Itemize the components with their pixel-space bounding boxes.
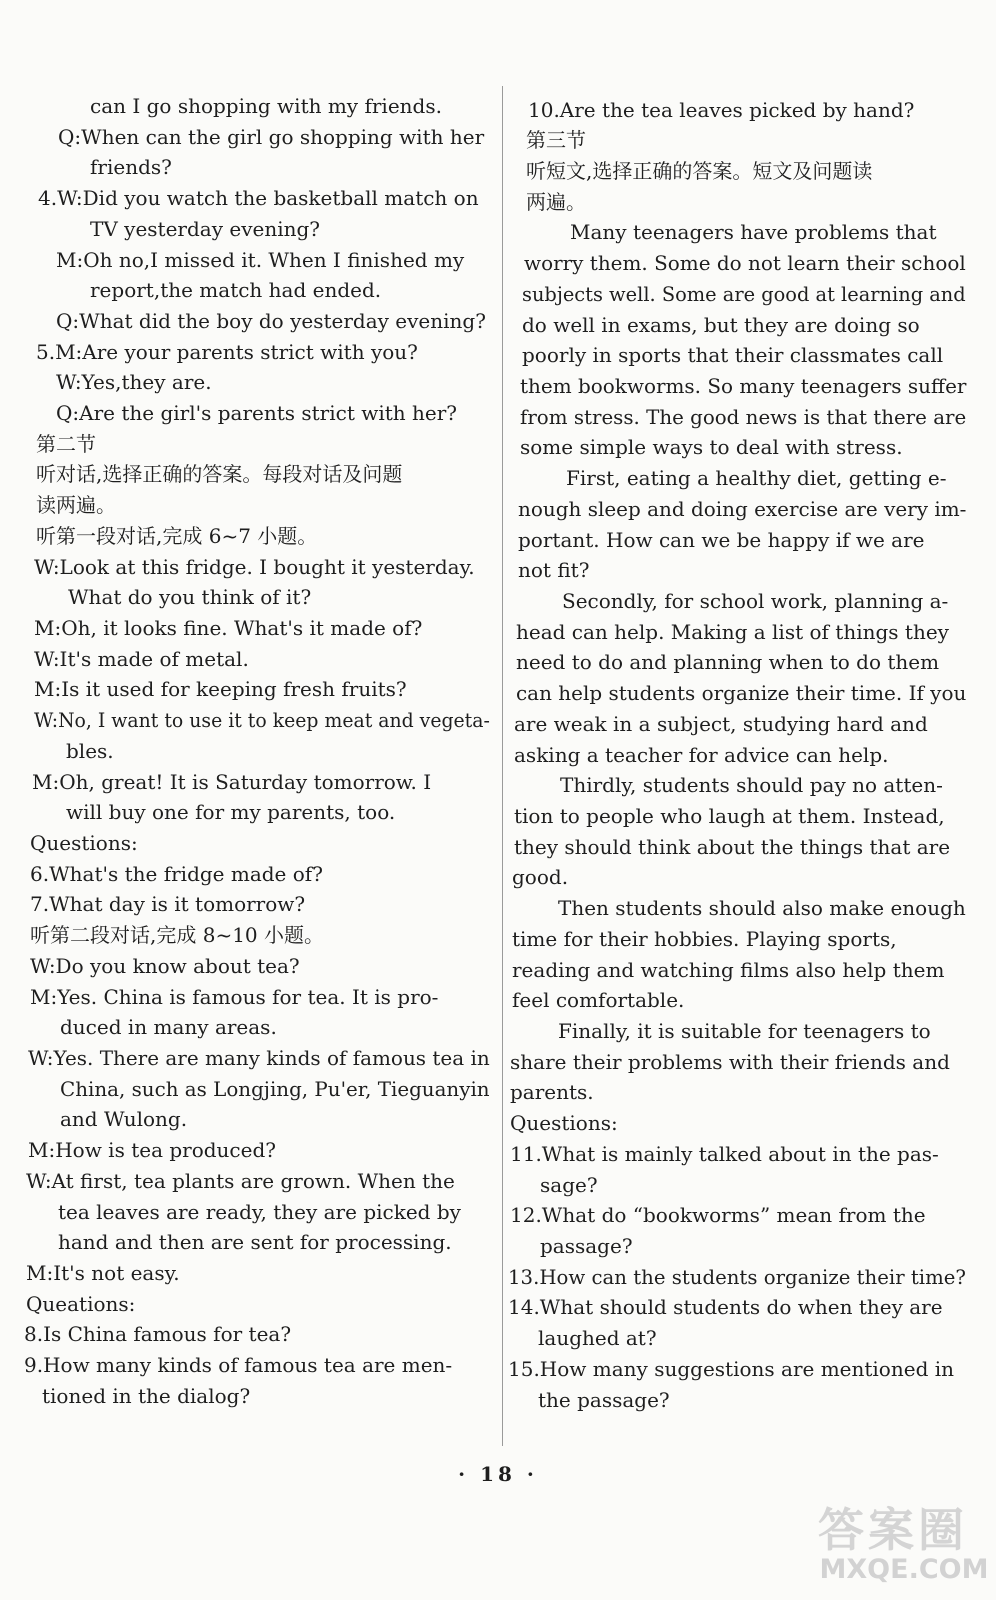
text-line: Thirdly, students should pay no atten- — [560, 773, 943, 797]
text-line: W:Yes. There are many kinds of famous tea in — [28, 1046, 490, 1070]
text-line: tion to people who laugh at them. Instead, — [514, 804, 945, 828]
text-line: 两遍。 — [526, 190, 586, 214]
text-line: not fit? — [518, 558, 590, 582]
text-line: W:Look at this fridge. I bought it yesterday. — [34, 555, 475, 579]
text-line: Questions: — [510, 1111, 618, 1135]
text-line: 5.M:Are your parents strict with you? — [36, 340, 418, 364]
text-line: sage? — [540, 1173, 598, 1197]
section-heading: 第三节 — [526, 128, 586, 152]
text-line: M:Yes. China is famous for tea. It is pro- — [30, 985, 439, 1009]
text-line: What do you think of it? — [68, 585, 312, 609]
text-line: W:No, I want to use it to keep meat and vegeta- — [34, 708, 490, 732]
text-line: bles. — [66, 739, 114, 763]
text-line: M:How is tea produced? — [28, 1138, 276, 1162]
text-line: Many teenagers have problems that — [570, 220, 937, 244]
text-line: tea leaves are ready, they are picked by — [58, 1200, 461, 1224]
text-line: feel comfortable. — [512, 988, 685, 1012]
text-line: Queations: — [26, 1292, 136, 1316]
text-line: will buy one for my parents, too. — [66, 800, 396, 824]
text-line: W:Yes,they are. — [56, 370, 212, 394]
text-line: 6.What's the fridge made of? — [30, 862, 323, 886]
text-line: W:At first, tea plants are grown. When the — [26, 1169, 455, 1193]
text-line: worry them. Some do not learn their school — [524, 251, 966, 275]
text-line: TV yesterday evening? — [90, 217, 321, 241]
text-line: nough sleep and doing exercise are very im- — [518, 497, 967, 521]
text-line: asking a teacher for advice can help. — [514, 743, 889, 767]
text-line: subjects well. Some are good at learning and — [522, 282, 966, 306]
text-line: 8.Is China famous for tea? — [24, 1322, 292, 1346]
page-number: · 18 · — [458, 1462, 538, 1486]
text-line: China, such as Longjing, Pu'er, Tieguanyin — [60, 1077, 490, 1101]
text-line: Finally, it is suitable for teenagers to — [558, 1019, 931, 1043]
text-line: the passage? — [538, 1388, 670, 1412]
text-line: time for their hobbies. Playing sports, — [512, 927, 897, 951]
text-line: some simple ways to deal with stress. — [520, 435, 903, 459]
text-line: can I go shopping with my friends. — [90, 94, 442, 118]
text-line: poorly in sports that their classmates call — [522, 343, 944, 367]
text-line: good. — [512, 865, 569, 889]
text-line: 听第一段对话,完成 6~7 小题。 — [36, 524, 318, 548]
text-line: are weak in a subject, studying hard and — [514, 712, 928, 736]
text-line: 11.What is mainly talked about in the pas- — [510, 1142, 939, 1166]
watermark-url: MXQE.COM — [819, 1554, 989, 1585]
text-line: M:Oh no,I missed it. When I finished my — [56, 248, 465, 272]
text-line: 10.Are the tea leaves picked by hand? — [528, 98, 915, 122]
text-line: 9.How many kinds of famous tea are men- — [24, 1353, 453, 1377]
text-line: W:It's made of metal. — [34, 647, 249, 671]
column-divider — [502, 86, 503, 1446]
text-line: 13.How can the students organize their time? — [508, 1265, 966, 1289]
text-line: them bookworms. So many teenagers suffer — [520, 374, 967, 398]
text-line: laughed at? — [538, 1326, 657, 1350]
text-line: and Wulong. — [60, 1107, 188, 1131]
text-line: Questions: — [30, 831, 138, 855]
text-line: M:Oh, great! It is Saturday tomorrow. I — [32, 770, 432, 794]
text-line: from stress. The good news is that there are — [520, 405, 967, 429]
text-line: 读两遍。 — [36, 493, 116, 517]
text-line: 听第二段对话,完成 8~10 小题。 — [30, 923, 325, 947]
text-line: Secondly, for school work, planning a- — [562, 589, 949, 613]
text-line: 听对话,选择正确的答案。每段对话及问题 — [36, 462, 403, 486]
text-line: can help students organize their time. If you — [516, 681, 967, 705]
text-line: 12.What do “bookworms” mean from the — [510, 1203, 926, 1227]
text-line: W:Do you know about tea? — [30, 954, 300, 978]
text-line: report,the match had ended. — [90, 278, 382, 302]
text-line: Q:Are the girl's parents strict with her? — [56, 401, 458, 425]
text-line: Q:When can the girl go shopping with her — [58, 125, 485, 149]
watermark — [818, 1494, 990, 1594]
text-line: 听短文,选择正确的答案。短文及问题读 — [526, 159, 873, 183]
text-line: need to do and planning when to do them — [516, 650, 940, 674]
text-line: 4.W:Did you watch the basketball match on — [38, 186, 479, 210]
text-line: M:Is it used for keeping fresh fruits? — [34, 677, 407, 701]
text-line: Then students should also make enough — [558, 896, 966, 920]
text-line: passage? — [540, 1234, 633, 1258]
text-line: friends? — [90, 155, 172, 179]
text-line: hand and then are sent for processing. — [58, 1230, 452, 1254]
text-line: First, eating a healthy diet, getting e- — [566, 466, 947, 490]
watermark-logo-icon: 答案圈 — [818, 1503, 968, 1557]
text-line: reading and watching films also help them — [512, 958, 945, 982]
text-line: M:Oh, it looks fine. What's it made of? — [34, 616, 423, 640]
text-line: head can help. Making a list of things they — [516, 620, 949, 644]
text-line: tioned in the dialog? — [42, 1384, 251, 1408]
text-line: share their problems with their friends and — [510, 1050, 950, 1074]
text-line: portant. How can we be happy if we are — [518, 528, 925, 552]
text-line: duced in many areas. — [60, 1015, 277, 1039]
text-line: they should think about the things that are — [514, 835, 951, 859]
section-heading: 第二节 — [36, 432, 96, 456]
text-line: 15.How many suggestions are mentioned in — [508, 1357, 955, 1381]
text-line: do well in exams, but they are doing so — [522, 313, 920, 337]
text-line: 7.What day is it tomorrow? — [30, 892, 306, 916]
text-line: parents. — [510, 1080, 594, 1104]
text-line: Q:What did the boy do yesterday evening? — [56, 309, 486, 333]
text-line: 14.What should students do when they are — [508, 1295, 943, 1319]
text-line: M:It's not easy. — [26, 1261, 180, 1285]
